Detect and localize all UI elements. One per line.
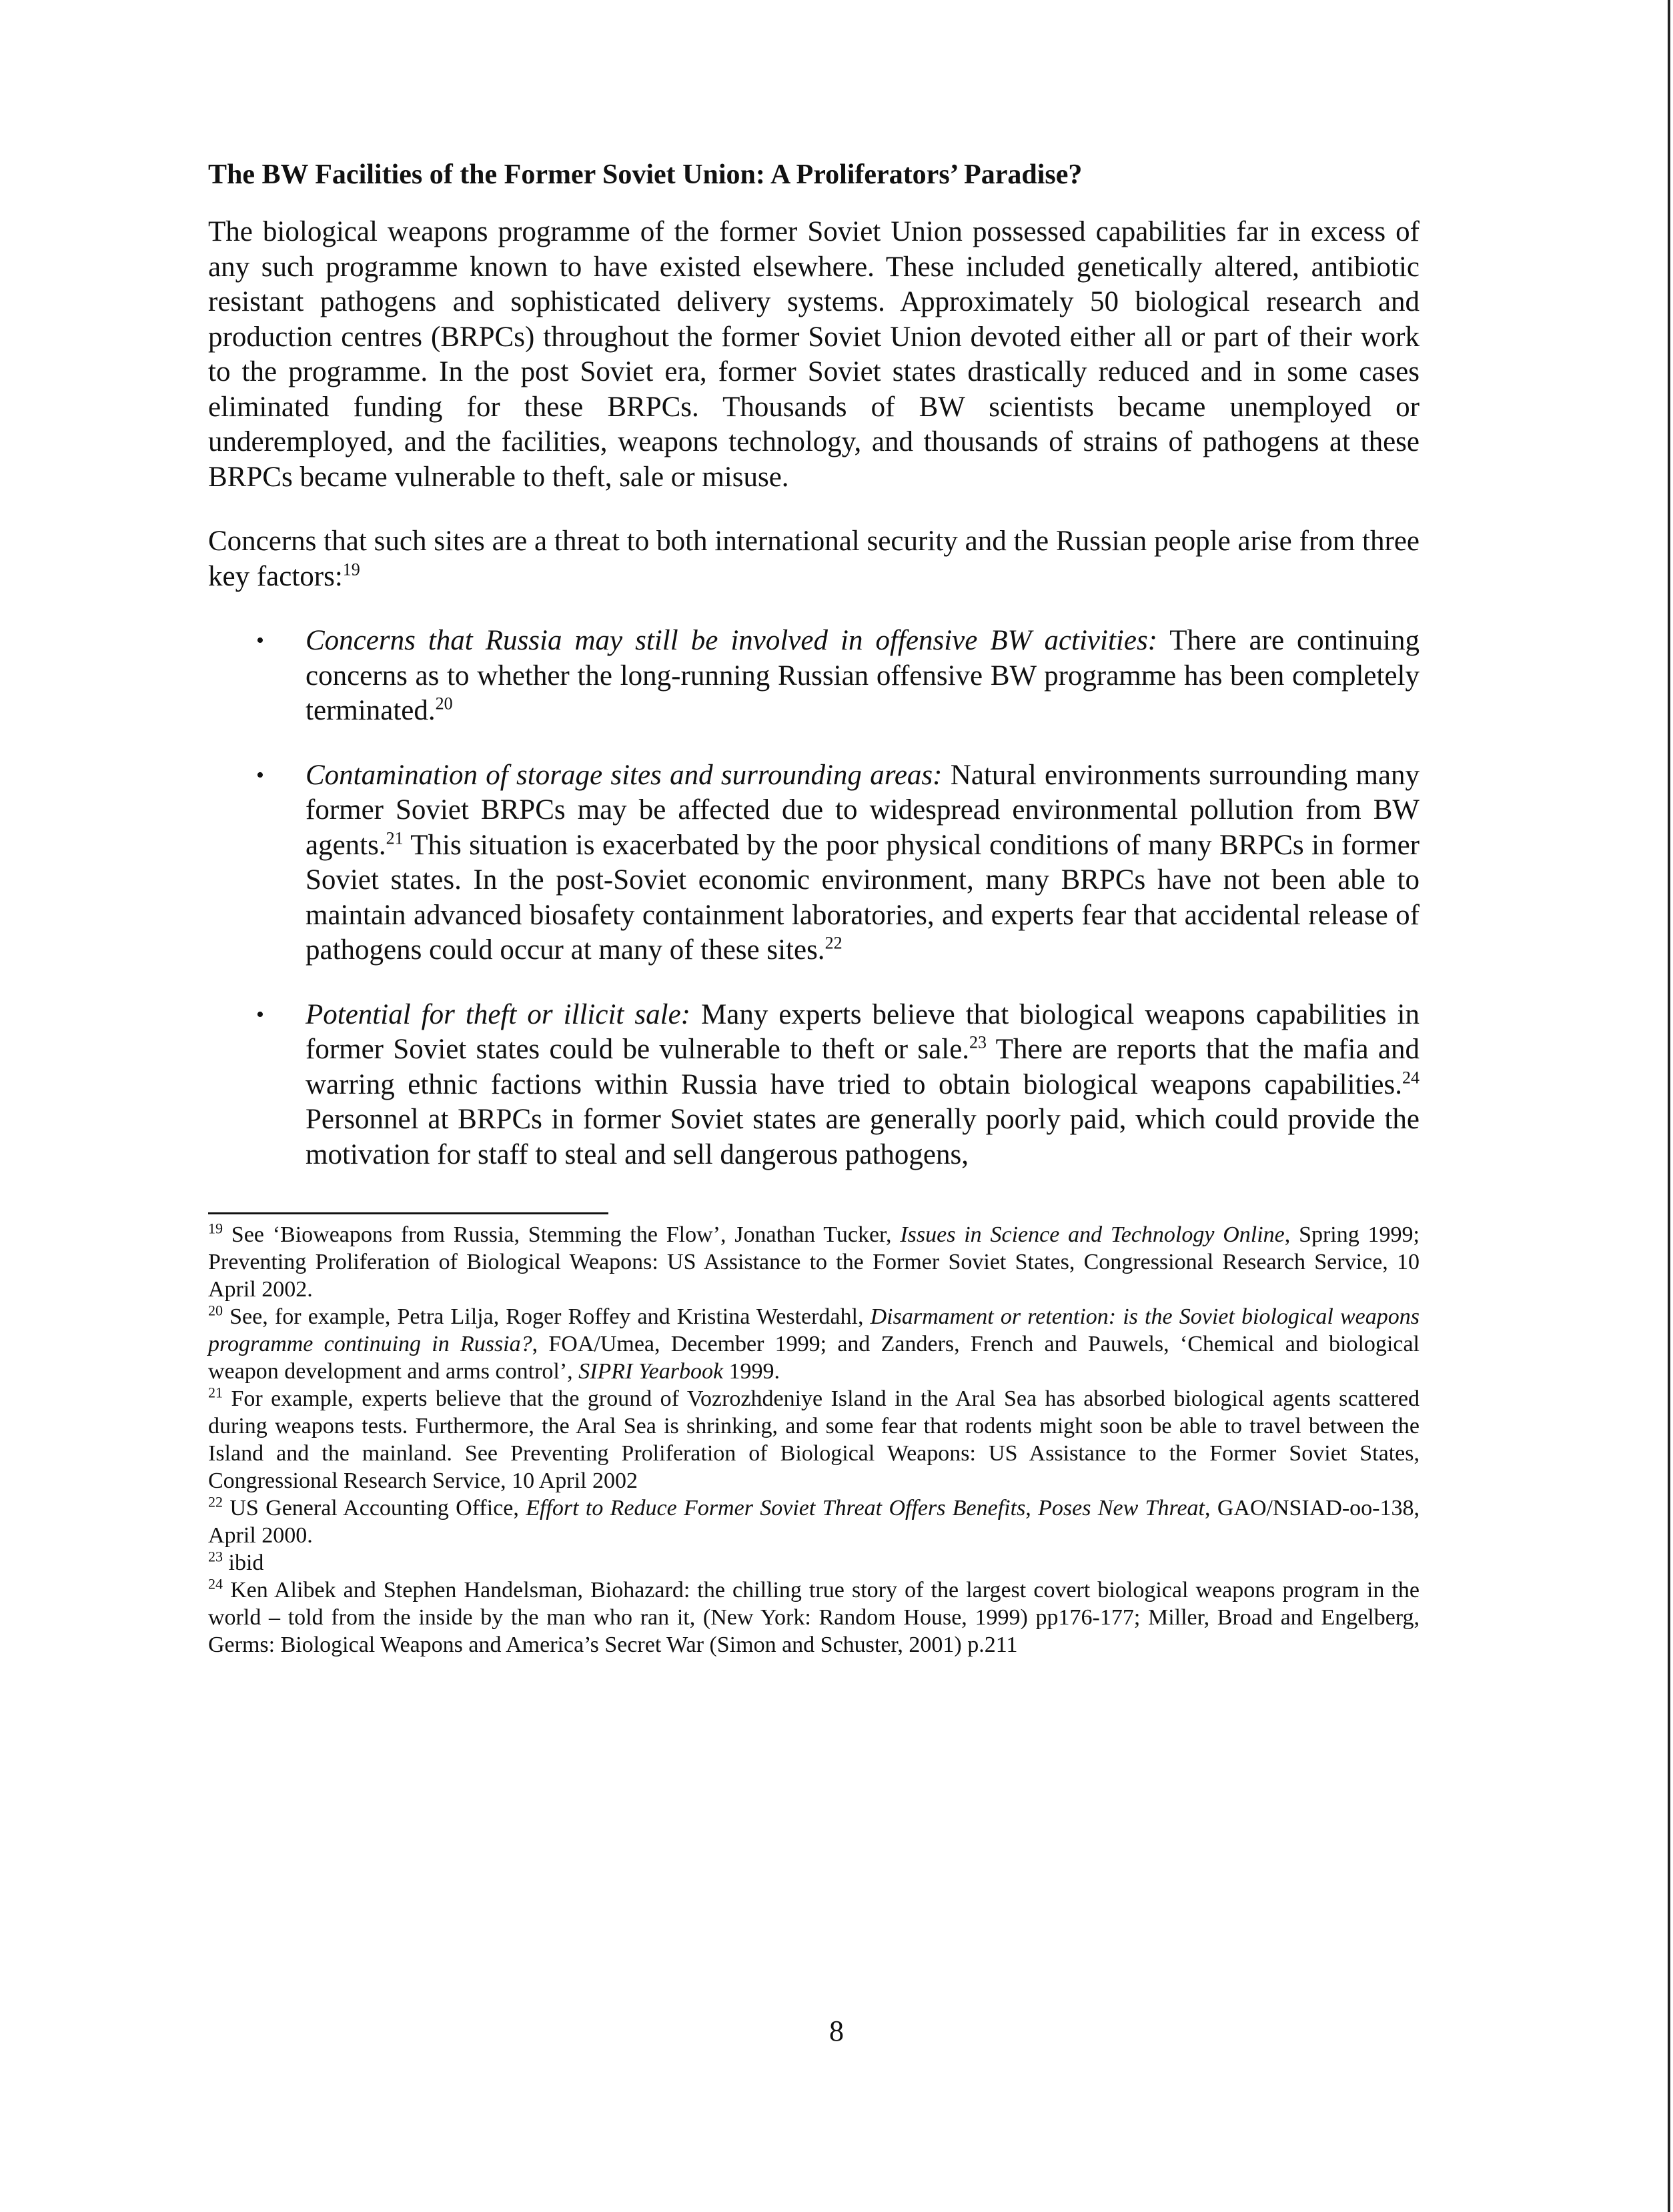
footnote-22: $^{22}$ US General Accounting Office, Effort to Reduce Former Soviet Threat Offers Benefits, Poses New Threat, GAO/NSIAD-oo-138, April 2000.	[208, 1493, 1420, 1548]
body-paragraph-1: The biological weapons programme of the former Soviet Union possessed capabilities far in excess of any such programme known to have existed elsewhere. These included genetically altered, antibiotic resistant pathogens and sophisticated delivery systems. Approximately 50 biological research and production centres (BRPCs) throughout the former Soviet Union devoted either all or part of their work to the programme. In the post Soviet era, former Soviet states drastically reduced and in some cases eliminated funding for these BRPCs. Thousands of BW scientists became unemployed or underemployed, and the facilities, weapons technology, and thousands of strains of pathogens at these BRPCs became vulnerable to theft, sale or misuse.	[208, 216, 1420, 493]
footnote-ref: 19	[342, 560, 360, 580]
footnote-ref: 24	[1402, 1068, 1420, 1088]
footnote-ref: 21	[386, 828, 404, 848]
list-item: • Potential for theft or illicit sale: Many experts believe that biological weapons capabilities in former Soviet states could be vulnerable to theft or sale.$^{23}$ There are reports that the mafia and warring ethnic factions within Russia have tried to obtain biological weapons capabilities.$^{24}$ Personnel at BRPCs in former Soviet states are generally poorly paid, which could provide the motivation for staff to steal and sell dangerous pathogens,	[256, 998, 1420, 1170]
bullet-icon: •	[256, 1002, 264, 1027]
footnote-20: $^{20}$ See, for example, Petra Lilja, Roger Roffey and Kristina Westerdahl, Disarmament or retention: is the Soviet biological weapons programme continuing in Russia?, FOA/Umea, December 1999; and Zanders, French and Pauwels, ‘Chemical and biological weapon development and arms control’, SIPRI Yearbook 1999.	[208, 1302, 1420, 1384]
footnote-ref: 22	[824, 933, 843, 953]
page-number: 8	[829, 2015, 844, 2047]
footnote-23: $^{23}$ ibid	[208, 1548, 264, 1575]
footnotes	[208, 1221, 1420, 1658]
key-factors-list	[208, 624, 1420, 1172]
bullet-icon: •	[256, 628, 264, 653]
list-item: • Concerns that Russia may still be involved in offensive BW activities: There are continuing concerns as to whether the long-running Russian offensive BW programme has been completely terminated.$^{20}$	[256, 625, 1420, 726]
bullet-icon: •	[256, 762, 264, 788]
document-page	[208, 157, 1420, 1658]
footnote-21: $^{21}$ For example, experts believe that the ground of Vozrozhdeniye Island in the Aral Sea has absorbed biological agents scattered during weapons tests. Furthermore, the Aral Sea is shrinking, and some fear that rodents might soon be able to travel between the Island and the mainland. See Preventing Proliferation of Biological Weapons: US Assistance to the Former Soviet States, Congressional Research Service, 10 April 2002	[208, 1384, 1420, 1493]
list-item: • Contamination of storage sites and surrounding areas: Natural environments surrounding many former Soviet BRPCs may be affected due to widespread environmental pollution from BW agents.$^{21}$ This situation is exacerbated by the poor physical conditions of many BRPCs in former Soviet states. In the post-Soviet economic environment, many BRPCs have not been able to maintain advanced biosafety containment laboratories, and experts fear that accidental release of pathogens could occur at many of these sites.$^{22}$	[256, 759, 1420, 966]
footnote-19: $^{19}$ See ‘Bioweapons from Russia, Stemming the Flow’, Jonathan Tucker, Issues in Science and Technology Online, Spring 1999; Preventing Proliferation of Biological Weapons: US Assistance to the Former Soviet States, Congressional Research Service, 10 April 2002.	[208, 1220, 1420, 1302]
bullet-lead: Contamination of storage sites and surrounding areas:	[306, 759, 943, 791]
body-paragraph-2: Concerns that such sites are a threat to both international security and the Russian people arise from three key factors:$^{19}$	[208, 525, 1420, 592]
bullet-lead: Concerns that Russia may still be involved in offensive BW activities:	[306, 625, 1157, 656]
section-title: The BW Facilities of the Former Soviet Union: A Proliferators’ Paradise?	[208, 159, 1083, 190]
page-edge-scan-line	[1668, 0, 1670, 2212]
footnote-divider	[208, 1212, 608, 1214]
footnote-24: $^{24}$ Ken Alibek and Stephen Handelsman, Biohazard: the chilling true story of the largest covert biological weapons program in the world – told from the inside by the man who ran it, (New York: Random House, 1999) pp176-177; Miller, Broad and Engelberg, Germs: Biological Weapons and America’s Secret War (Simon and Schuster, 2001) p.211	[208, 1575, 1420, 1657]
bullet-lead: Potential for theft or illicit sale:	[306, 998, 690, 1030]
footnote-ref: 23	[969, 1032, 987, 1052]
footnote-ref: 20	[435, 694, 453, 714]
